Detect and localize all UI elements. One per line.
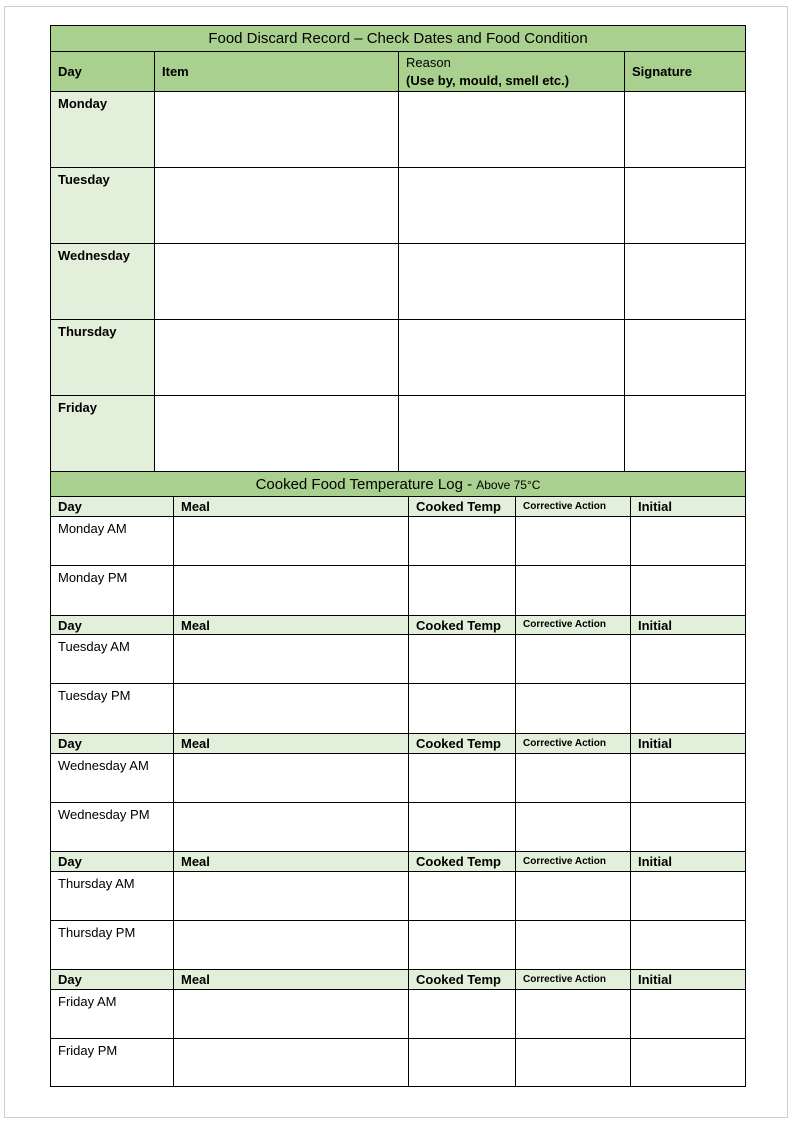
discard-day-tuesday: Tuesday [51, 168, 155, 244]
discard-day-thursday: Thursday [51, 320, 155, 396]
corrective-action-cell[interactable] [516, 684, 631, 734]
meal-cell[interactable] [174, 803, 409, 852]
log-header-initial: Initial [631, 734, 746, 754]
temperature-log-title [51, 472, 746, 497]
meal-cell[interactable] [174, 517, 409, 566]
log-header-initial: Initial [631, 497, 746, 517]
log-day-label: Friday PM [51, 1039, 174, 1087]
cooked-temp-cell[interactable] [409, 921, 516, 970]
temperature-log-title-text: Cooked Food Temperature Log - [255, 475, 477, 493]
discard-row [51, 244, 746, 320]
corrective-action-cell[interactable] [516, 1039, 631, 1087]
discard-header-day: Day [51, 52, 155, 92]
initial-cell[interactable] [631, 803, 746, 852]
log-row [51, 517, 746, 566]
log-row [51, 754, 746, 803]
reason-cell[interactable] [399, 168, 625, 244]
log-header-meal: Meal [174, 734, 409, 754]
initial-cell[interactable] [631, 566, 746, 616]
log-header-meal: Meal [174, 852, 409, 872]
log-header-cooked-temp: Cooked Temp [409, 616, 516, 635]
cooked-temp-cell[interactable] [409, 754, 516, 803]
cooked-temp-cell[interactable] [409, 990, 516, 1039]
meal-cell[interactable] [174, 635, 409, 684]
log-header-row [51, 497, 746, 517]
log-header-corrective-action: Corrective Action [516, 852, 631, 872]
log-day-label: Wednesday PM [51, 803, 174, 852]
log-row [51, 803, 746, 852]
reason-cell[interactable] [399, 320, 625, 396]
log-header-corrective-action: Corrective Action [516, 497, 631, 517]
signature-cell[interactable] [625, 168, 746, 244]
reason-cell[interactable] [399, 92, 625, 168]
cooked-temp-cell[interactable] [409, 517, 516, 566]
cooked-temp-cell[interactable] [409, 1039, 516, 1087]
log-row [51, 1039, 746, 1087]
meal-cell[interactable] [174, 990, 409, 1039]
signature-cell[interactable] [625, 320, 746, 396]
log-header-initial: Initial [631, 970, 746, 990]
discard-header-signature: Signature [625, 52, 746, 92]
log-day-label: Wednesday AM [51, 754, 174, 803]
signature-cell[interactable] [625, 396, 746, 472]
discard-row [51, 168, 746, 244]
meal-cell[interactable] [174, 921, 409, 970]
corrective-action-cell[interactable] [516, 754, 631, 803]
log-header-day: Day [51, 970, 174, 990]
corrective-action-cell[interactable] [516, 517, 631, 566]
meal-cell[interactable] [174, 1039, 409, 1087]
reason-cell[interactable] [399, 396, 625, 472]
log-day-label: Thursday AM [51, 872, 174, 921]
discard-row [51, 320, 746, 396]
log-day-label: Tuesday AM [51, 635, 174, 684]
corrective-action-cell[interactable] [516, 872, 631, 921]
signature-cell[interactable] [625, 92, 746, 168]
initial-cell[interactable] [631, 872, 746, 921]
log-header-day: Day [51, 734, 174, 754]
log-header-row [51, 970, 746, 990]
log-day-label: Monday AM [51, 517, 174, 566]
discard-row [51, 92, 746, 168]
meal-cell[interactable] [174, 684, 409, 734]
reason-hint: (Use by, mould, smell etc.) [406, 72, 570, 88]
cooked-temp-cell[interactable] [409, 803, 516, 852]
item-cell[interactable] [155, 92, 399, 168]
corrective-action-cell[interactable] [516, 635, 631, 684]
discard-day-monday: Monday [51, 92, 155, 168]
log-header-day: Day [51, 616, 174, 635]
corrective-action-cell[interactable] [516, 803, 631, 852]
log-header-meal: Meal [174, 970, 409, 990]
log-header-corrective-action: Corrective Action [516, 970, 631, 990]
temperature-log-table [50, 471, 746, 1087]
log-row [51, 684, 746, 734]
log-header-day: Day [51, 852, 174, 872]
log-header-meal: Meal [174, 616, 409, 635]
discard-header-reason [399, 52, 625, 92]
discard-day-wednesday: Wednesday [51, 244, 155, 320]
log-header-initial: Initial [631, 616, 746, 635]
meal-cell[interactable] [174, 872, 409, 921]
log-day-label: Monday PM [51, 566, 174, 616]
log-header-cooked-temp: Cooked Temp [409, 734, 516, 754]
log-header-row [51, 734, 746, 754]
corrective-action-cell[interactable] [516, 566, 631, 616]
log-header-row [51, 616, 746, 635]
log-header-initial: Initial [631, 852, 746, 872]
item-cell[interactable] [155, 396, 399, 472]
log-header-corrective-action: Corrective Action [516, 734, 631, 754]
item-cell[interactable] [155, 320, 399, 396]
item-cell[interactable] [155, 244, 399, 320]
log-row [51, 872, 746, 921]
log-row [51, 990, 746, 1039]
log-row [51, 921, 746, 970]
meal-cell[interactable] [174, 566, 409, 616]
temperature-threshold: Above 75°C [476, 477, 541, 492]
corrective-action-cell[interactable] [516, 921, 631, 970]
discard-day-friday: Friday [51, 396, 155, 472]
initial-cell[interactable] [631, 635, 746, 684]
reason-cell[interactable] [399, 244, 625, 320]
initial-cell[interactable] [631, 921, 746, 970]
log-row [51, 635, 746, 684]
log-day-label: Thursday PM [51, 921, 174, 970]
initial-cell[interactable] [631, 990, 746, 1039]
log-header-corrective-action: Corrective Action [516, 616, 631, 635]
log-header-cooked-temp: Cooked Temp [409, 970, 516, 990]
initial-cell[interactable] [631, 517, 746, 566]
log-header-cooked-temp: Cooked Temp [409, 852, 516, 872]
meal-cell[interactable] [174, 754, 409, 803]
log-header-meal: Meal [174, 497, 409, 517]
food-discard-table [50, 25, 746, 472]
log-header-day: Day [51, 497, 174, 517]
discard-row [51, 396, 746, 472]
initial-cell[interactable] [631, 754, 746, 803]
discard-header-item: Item [155, 52, 399, 92]
log-day-label: Tuesday PM [51, 684, 174, 734]
cooked-temp-cell[interactable] [409, 684, 516, 734]
corrective-action-cell[interactable] [516, 990, 631, 1039]
cooked-temp-cell[interactable] [409, 872, 516, 921]
discard-title: Food Discard Record – Check Dates and Food Condition [51, 26, 746, 52]
item-cell[interactable] [155, 168, 399, 244]
log-header-row [51, 852, 746, 872]
signature-cell[interactable] [625, 244, 746, 320]
log-day-label: Friday AM [51, 990, 174, 1039]
log-header-cooked-temp: Cooked Temp [409, 497, 516, 517]
initial-cell[interactable] [631, 1039, 746, 1087]
log-row [51, 566, 746, 616]
initial-cell[interactable] [631, 684, 746, 734]
reason-label: Reason [406, 54, 451, 70]
cooked-temp-cell[interactable] [409, 635, 516, 684]
cooked-temp-cell[interactable] [409, 566, 516, 616]
